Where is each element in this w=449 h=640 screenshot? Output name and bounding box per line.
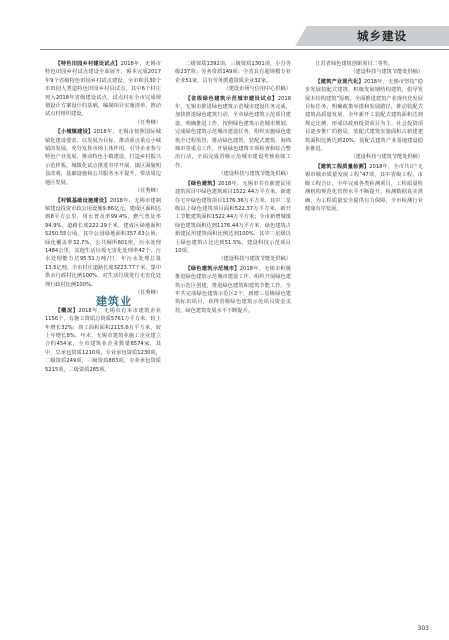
entry-source: （建设科技与建筑节能处供稿） [218,171,291,178]
entry-source: （任秀峰） [135,289,161,296]
paragraph [175,95,291,171]
entry-heading: 【建筑工程质量检测】 [315,163,370,170]
entry-heading: 【小城镇建设】 [55,129,94,136]
entry-source: （建设科技与建筑节能处供稿） [218,256,291,263]
paragraph [45,197,161,289]
entry-source: （建设市场与信用中心供稿） [223,86,291,93]
entry-heading: 【特色田园乡村建设试点】 [55,61,121,67]
paragraph [305,78,423,154]
entry-heading: 【绿色建筑】 [185,180,218,187]
column-left [45,60,161,374]
entry-body: 2018年，无锡市按照国际城镇化建设要求，以发展为目标，推动重点重点小城镇的发展，充分发挥市场主体作用，引导企业参与特色产业发展，推动特色小镇建设，打造乡村振兴示范样板。城镇化试点推进有序开展，镇区面貌明显改观，基础设施和公共服务水平提升，带动周边地区发展。 [45,129,161,186]
entry-body: 2018年，无锡市有本市建筑企业1156个，有施工资质总资质5761万平方米，较上年增长32%；竣工面积面积2115.6万平方米，较上年增长8%。年末，无锡市建筑业施工企业建立合约454家，全市建筑业企业数量6574家，其中，总承包资质1210项，专业承包资质1230项，二级资质249项，三级资质883项，专业承包资质5215项，二级资质285项。 [45,307,161,373]
page-header-title: 城乡建设 [357,29,407,43]
paragraph [175,265,291,315]
page-number: 303 [417,625,429,632]
entry-heading: 【绿色建筑示范城市】 [185,265,240,272]
entry-source: （建设科技与建筑节能处供稿） [350,154,423,161]
entry-body: 2018年，全市共计“无锡市城市质量发展工程”47项，其中省级工程、市级工程合计，全年完成各类检测项目，工程质量检测机构规范化管理水平不断提升，检测数据真实准确，为工程质量安全提供有力保障，全市检测行业健康有序发展。 [305,163,423,212]
entry-body: 2018年，无锡市坚持“稳步发展装配式建筑、积极发展钢结构建筑、倡导发展木结构建筑”原则，全面推进建筑产业现代化发展目标任务，明确政策举措和发展路径，推动装配式建筑高质量发展。全年新开工装配式建筑面积达到规定比例，形成以政府投资项目为主、社会投资项目逐步推广的格局，装配式建筑实施面积占新建建筑面积比例达到20%，装配式建筑产业基地建设稳步推进。 [305,78,423,153]
paragraph [305,163,423,213]
entry-body: 2018年，无锡市推进绿色建筑示范城市建设任务完成，加快推进绿色建筑行动，全市绿色建筑示范项目建设，明确推进工作，按照绿色建筑示范城市规划，完成绿色建筑示范城市建设任务，组织实施绿色建筑全过程监管，推动绿色建筑、装配式建筑、海绵城市等重点工作，开展绿色建筑专项检查和综合整治行动，全面完成省级示范城市建设考核验收工作。 [175,95,291,169]
entry-heading: 【概况】 [55,307,79,314]
paragraph: 江苏省绿色建筑创新项目二等奖。 [315,61,394,67]
entry-source: （建设科技与建筑节能处供稿） [350,69,423,76]
entry-body: 2018年，无锡市积极推进绿色建筑示范城市建设工作，组织开展绿色建筑示范区创建，推进绿色建筑和建筑节能工作。全年共完成绿色建筑示范区2个，新增三星级绿色建筑标识项目，获得省级绿色建筑示范项目资金支持，绿色建筑发展水平不断提升。 [175,265,291,314]
entry-source: （任秀峰） [135,119,161,126]
paragraph [175,180,291,256]
paragraph [45,307,161,374]
column-right [305,60,423,213]
entry-body: 2018年，无锡市建制镇建设投资市政公用设施9.86亿元。建成区面积达到8平方公里，用水普及率99.4%，燃气普及率94.9%。道路长度222.29千米，建成区绿地面积5250.55公顷，其中公园绿地面积357.63公顷，绿化覆盖率32.7%，公共厕所601座，污水处理1484公里，其他生活垃圾无害化处理率42个，污水处理能力达95.51万吨/日，年污水处理总量13.5亿吨。全市村庄道路长度3223.77千米，集中供水行政村比例100%，对生活垃圾进行无害化处理行政村比例100%。 [45,197,162,288]
column-middle [175,60,291,315]
header-rule [40,49,449,50]
entry-body: 2018年，无锡市共有新建民用建筑项目中绿色建筑项目1522.44万平方米，新建住宅中绿色建筑项目1176.36万平方米，其中二星级以上绿色建筑项目面积522.37万平方米，新开工节能建筑面积1522.44万平方米；全市新增城镇绿色建筑面积达到1176.44万平方米，绿色建筑占新建民用建筑面积比例达到100%，其中二星级以上绿色建筑占比达到51.5%，建设科技示范项目10项。 [175,180,291,254]
entry-heading: 【村镇基础设施建设】 [55,197,110,204]
header-banner [0,26,449,56]
entry-heading: 【省级绿色建筑示范城市建设试点】 [185,95,278,102]
paragraph [45,60,161,119]
paragraph [45,128,161,187]
entry-body: 2018年，无锡市特色田园乡村试点建设全面展开，锡本完成2017年9个省级特色田园乡村试点建设，全市和县30个市田园人类造特色田园乡村县试点，其中6个村庄列入2018年省级建设试点，试点村在全市完成规划设计方案设计的基础，编制项目实施清单，推动试点村组织建设。 [45,61,161,118]
paragraph: 二级资质1392项，三级资质1301项，小分等级237项；劳务资质149项；全省具有超规模专业企业51家，具有劳务派遣资质企业32家。 [175,61,291,84]
section-title: 建筑业 [96,295,132,309]
entry-heading: 【建筑产业现代化】 [315,78,364,85]
entry-source: （任秀峰） [135,188,161,195]
